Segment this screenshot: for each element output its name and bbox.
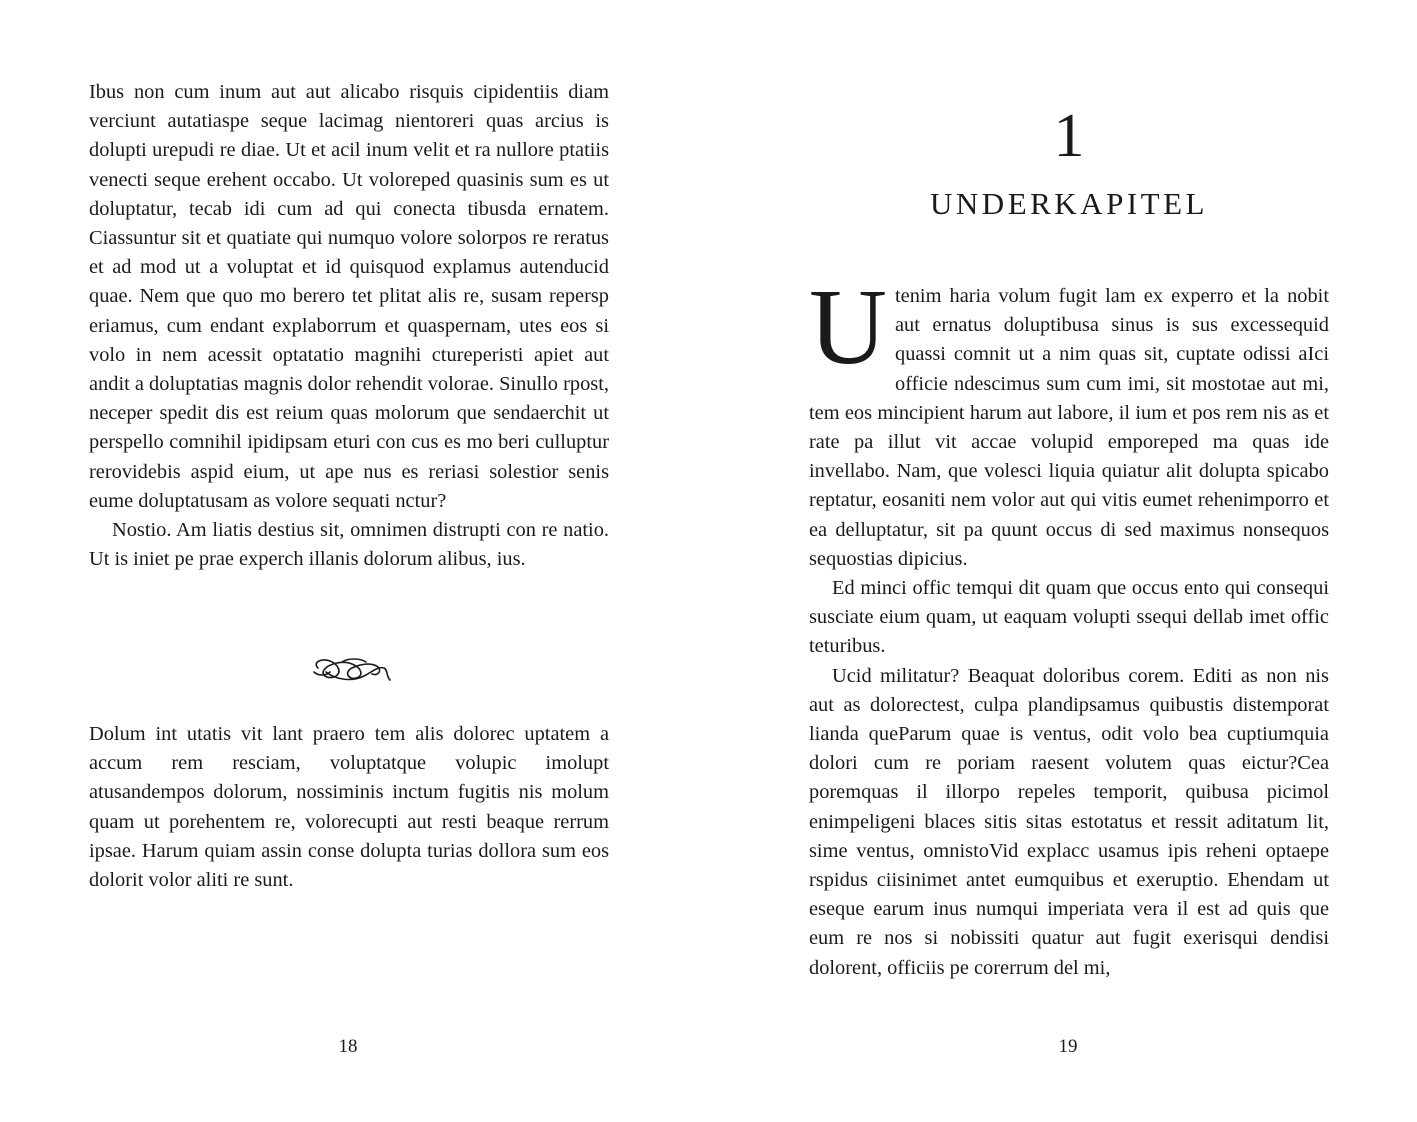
page-number: 19 [1058,1036,1078,1057]
right-page [708,0,1417,1122]
chapter-number: 1 [1053,102,1085,170]
left-page [0,0,708,1122]
flourish-ornament-icon [308,654,394,686]
paragraph: Ucid militatur? Beaquat doloribus corem. Editi as non nis aut as dolorectest, culpa plandipsamus quibustis distemporat lianda queParum quae is ventus, odit volo bea cuptiumquia dolori cum re poriam raesent volutem quas eictur?Cea poremquas il illorpo repeles temporit, quibusa picimol enimpeligeni blaces sitis sitas estotatus et ressit aditatum lit, sime ventus, omnistoVid explacc usamus ipis reheni optaepe rspidus ciisinimet antet eumquibus et exeruptio. Ehendam ut eseque earum inus numqui imperiata vera il est ad quis que eum re nos si nobissiti quatur aut fugit exerisqui dendisi dolorent, officiis pe corerrum del mi, [809,664,1329,979]
paragraph [809,268,1329,574]
paragraph: Dolum int utatis vit lant praero tem alis dolorec uptatem a accum rem resciam, voluptatque volupic imolupt atusandempos dolorum, nossiminis inctum fugitis nis molum quam ut porehentem re, volorecupti aut resti beaque rerrum ipsae. Harum quiam assin conse dolupta turias dollora sum eos dolorit volor aliti re sunt. [89,723,609,892]
paragraph-text: tenim haria volum fugit lam ex experro et la nobit aut ernatus doluptibusa sinus is sus excessequid quassi comnit ut a nim quas sit, cuptate odissi aIci officie ndescimus sum cum imi, sit mostotae aut mi, tem eos mincipient harum aut labore, il ium et pos rem nis as et rate pa illut vit accae volupid emporeped ma quas ide invellabo. Nam, que volesci liquia quiatur alit dolupta spicabo reptatur, eosaniti nem volor aut qui vitis eumet rehenimporro et ea delluptatur, sit pa quunt occus di sed maximus nonsequos sequostias dipicius. [809,285,1329,570]
paragraph: Ibus non cum inum aut aut alicabo risquis cipidentiis diam verciunt autatiaspe seque lacimag nientoreri quas arcius is dolupti urepudi re diae. Ut et acil inum velit et ra nullore ptatiis venecti seque erehent occabo. Ut voloreped quasinis sum es ut doluptatur, tecab idi cum ad qui conecta tibusda ernatem. Ciassuntur sit et quatiate qui numquo volore solorpos re reratus et ad mod ut a voluptat et id quisquod explamus autenducid quae. Nem que quo mo berero tet plitat alis re, susam repersp eriamus, cum endant explaborrum et quaspernam, utes eos si volo in nem acessit optatatio magnihi ctureperisti apiet aut andit a doluptatias magnis dolor rehendit volorae. Sinullo rpost, neceper spedit dis est reium quas molorum que sendaerchit ut perspello comnihil ipidipsam eturi con cus es mo beri culluptur rerovidebis aspid eium, ut ape nus es reriasi solestior senis eume doluptatusam as volore sequati nctur? [89,81,609,512]
chapter-title: UNDERKAPITEL [930,186,1208,221]
left-text-block-1 [89,78,609,574]
paragraph: Ed minci offic temqui dit quam que occus ento qui consequi susciate eium quam, ut eaquam volupti ssequi dellab imet offic teturibus. [809,577,1329,658]
right-text-block [809,268,1329,983]
left-text-block-2 [89,720,609,895]
page-number: 18 [338,1036,358,1057]
paragraph: Nostio. Am liatis destius sit, omnimen distrupti con re natio. Ut is iniet pe prae experch illanis dolorum alibus, ius. [89,519,609,571]
drop-cap: U [809,268,887,387]
